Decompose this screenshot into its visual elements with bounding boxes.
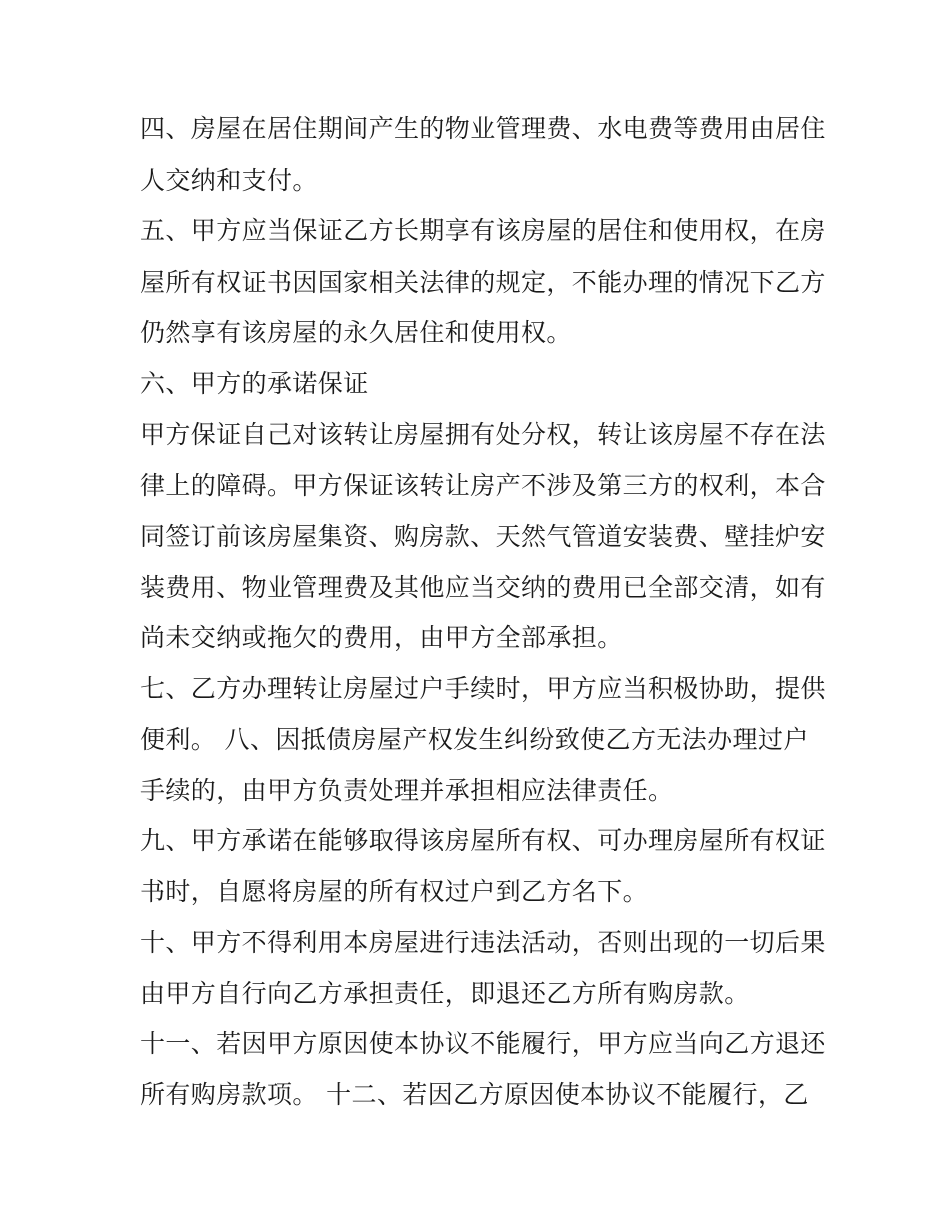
text-line: 六、甲方的承诺保证 [140, 369, 369, 398]
text-line: 仍然享有该房屋的永久居住和使用权。 [140, 318, 572, 347]
text-line: 十一、若因甲方原因使本协议不能履行，甲方应当向乙方退还 [140, 1029, 826, 1058]
text-line: 屋所有权证书因国家相关法律的规定，不能办理的情况下乙方 [140, 268, 826, 297]
text-line: 书时，自愿将房屋的所有权过户到乙方名下。 [140, 877, 649, 906]
text-line: 手续的，由甲方负责处理并承担相应法律责任。 [140, 776, 674, 805]
text-line: 人交纳和支付。 [140, 166, 318, 195]
text-line: 同签订前该房屋集资、购房款、天然气管道安装费、壁挂炉安 [140, 522, 826, 551]
text-line: 装费用、物业管理费及其他应当交纳的费用已全部交清，如有 [140, 573, 826, 602]
text-line: 五、甲方应当保证乙方长期享有该房屋的居住和使用权，在房 [140, 216, 826, 245]
text-line: 四、房屋在居住期间产生的物业管理费、水电费等费用由居住 [140, 114, 826, 143]
text-line: 律上的障碍。甲方保证该转让房产不涉及第三方的权利，本合 [140, 471, 826, 500]
text-line: 由甲方自行向乙方承担责任，即退还乙方所有购房款。 [140, 979, 750, 1008]
text-line: 便利。 八、因抵债房屋产权发生纠纷致使乙方无法办理过户 [140, 725, 809, 754]
text-line: 甲方保证自己对该转让房屋拥有处分权，转让该房屋不存在法 [140, 420, 826, 449]
text-line: 十、甲方不得利用本房屋进行违法活动，否则出现的一切后果 [140, 928, 826, 957]
text-line: 九、甲方承诺在能够取得该房屋所有权、可办理房屋所有权证 [140, 826, 826, 855]
text-line: 尚未交纳或拖欠的费用，由甲方全部承担。 [140, 623, 623, 652]
text-line: 所有购房款项。 十二、若因乙方原因使本协议不能履行，乙 [140, 1080, 809, 1109]
text-line: 七、乙方办理转让房屋过户手续时，甲方应当积极协助，提供 [140, 674, 826, 703]
